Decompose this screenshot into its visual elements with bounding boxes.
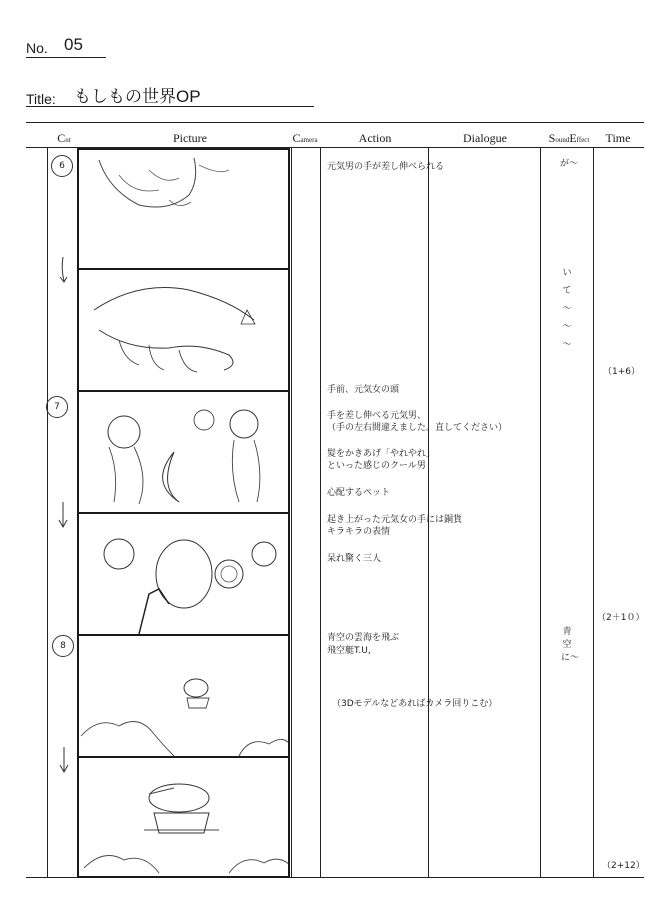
picture-frame-6 — [77, 756, 290, 878]
action-text: 元気男の手が差し伸べられる — [327, 162, 445, 172]
title-label: Title: — [26, 91, 56, 107]
continue-arrow-icon — [57, 255, 71, 285]
no-underline — [26, 57, 106, 58]
sfx-text: 〜 — [562, 322, 572, 332]
action-text: 手を差し伸べる元気男、 — [327, 411, 427, 421]
action-text: 心配するペット — [327, 488, 391, 498]
col-head-action: Action — [358, 131, 392, 145]
sketch-open-hand-closeup — [79, 270, 290, 392]
picture-frame-4 — [77, 512, 290, 636]
col-head-dialogue: Dialogue — [463, 131, 507, 145]
cut-number-8: 8 — [52, 635, 74, 657]
rule-camera-right — [320, 147, 321, 877]
continue-arrow-icon — [57, 745, 71, 775]
title-underline — [26, 106, 314, 107]
sfx-text: い — [562, 268, 572, 278]
action-text: 手前、元気女の頭 — [327, 385, 400, 395]
sketch-three-characters — [79, 392, 290, 514]
sfx-text: が〜 — [560, 159, 579, 169]
sketch-airship-closeup — [79, 758, 290, 878]
col-head-camera: Camera — [292, 131, 318, 145]
rule-sfx-right — [593, 147, 594, 877]
header-top-rule — [26, 122, 644, 123]
sketch-reaching-hand — [79, 150, 290, 270]
sfx-text: 〜 — [562, 340, 572, 350]
rule-picture-right — [291, 147, 292, 877]
action-text: 起き上がった元気女の手には銅貨 — [327, 515, 463, 525]
sfx-text: て — [562, 286, 572, 296]
time-cut-8: （2+12） — [602, 861, 645, 871]
col-head-sfx: SoundEffect — [548, 131, 590, 145]
col-head-picture: Picture — [173, 131, 207, 145]
action-text: キラキラの表情 — [327, 527, 391, 537]
cut-number-6: 6 — [51, 155, 73, 177]
col-head-cut: Cut — [57, 131, 71, 145]
sketch-airship-clouds — [79, 636, 290, 758]
continue-arrow-icon — [56, 500, 70, 530]
sheet-number: 05 — [64, 35, 83, 54]
cut-number-7: 7 — [46, 396, 68, 418]
sketch-girl-with-coin — [79, 514, 290, 636]
col-head-time: Time — [605, 131, 631, 145]
picture-frame-2 — [77, 268, 290, 392]
time-cut-7: （2＋1０） — [597, 613, 645, 623]
picture-frame-1 — [77, 148, 290, 270]
sheet-title: もしもの世界OP — [74, 87, 201, 106]
action-text: 髪をかきあげ「やれやれ」 — [327, 449, 436, 459]
rule-action-right — [428, 147, 429, 877]
picture-frame-3 — [77, 390, 290, 514]
action-text: といった感じのクール男 — [327, 461, 426, 471]
action-text: （3Dモデルなどあればカメラ回りこむ） — [332, 699, 498, 709]
picture-frame-5 — [77, 634, 290, 758]
action-text: 呆れ驚く三人 — [327, 554, 382, 564]
time-cut-6: （1+6） — [603, 367, 640, 377]
rule-cut-left — [47, 147, 48, 877]
sfx-text: 青空に〜 — [561, 627, 580, 663]
no-label: No. — [26, 40, 48, 56]
sfx-text: 〜 — [562, 304, 572, 314]
action-text: （手の左右間違えました。直してください） — [327, 423, 508, 433]
action-text: 飛空艇T.U, — [327, 646, 371, 656]
action-text: 青空の雲海を飛ぶ — [327, 633, 400, 643]
rule-dialogue-right — [540, 147, 541, 877]
